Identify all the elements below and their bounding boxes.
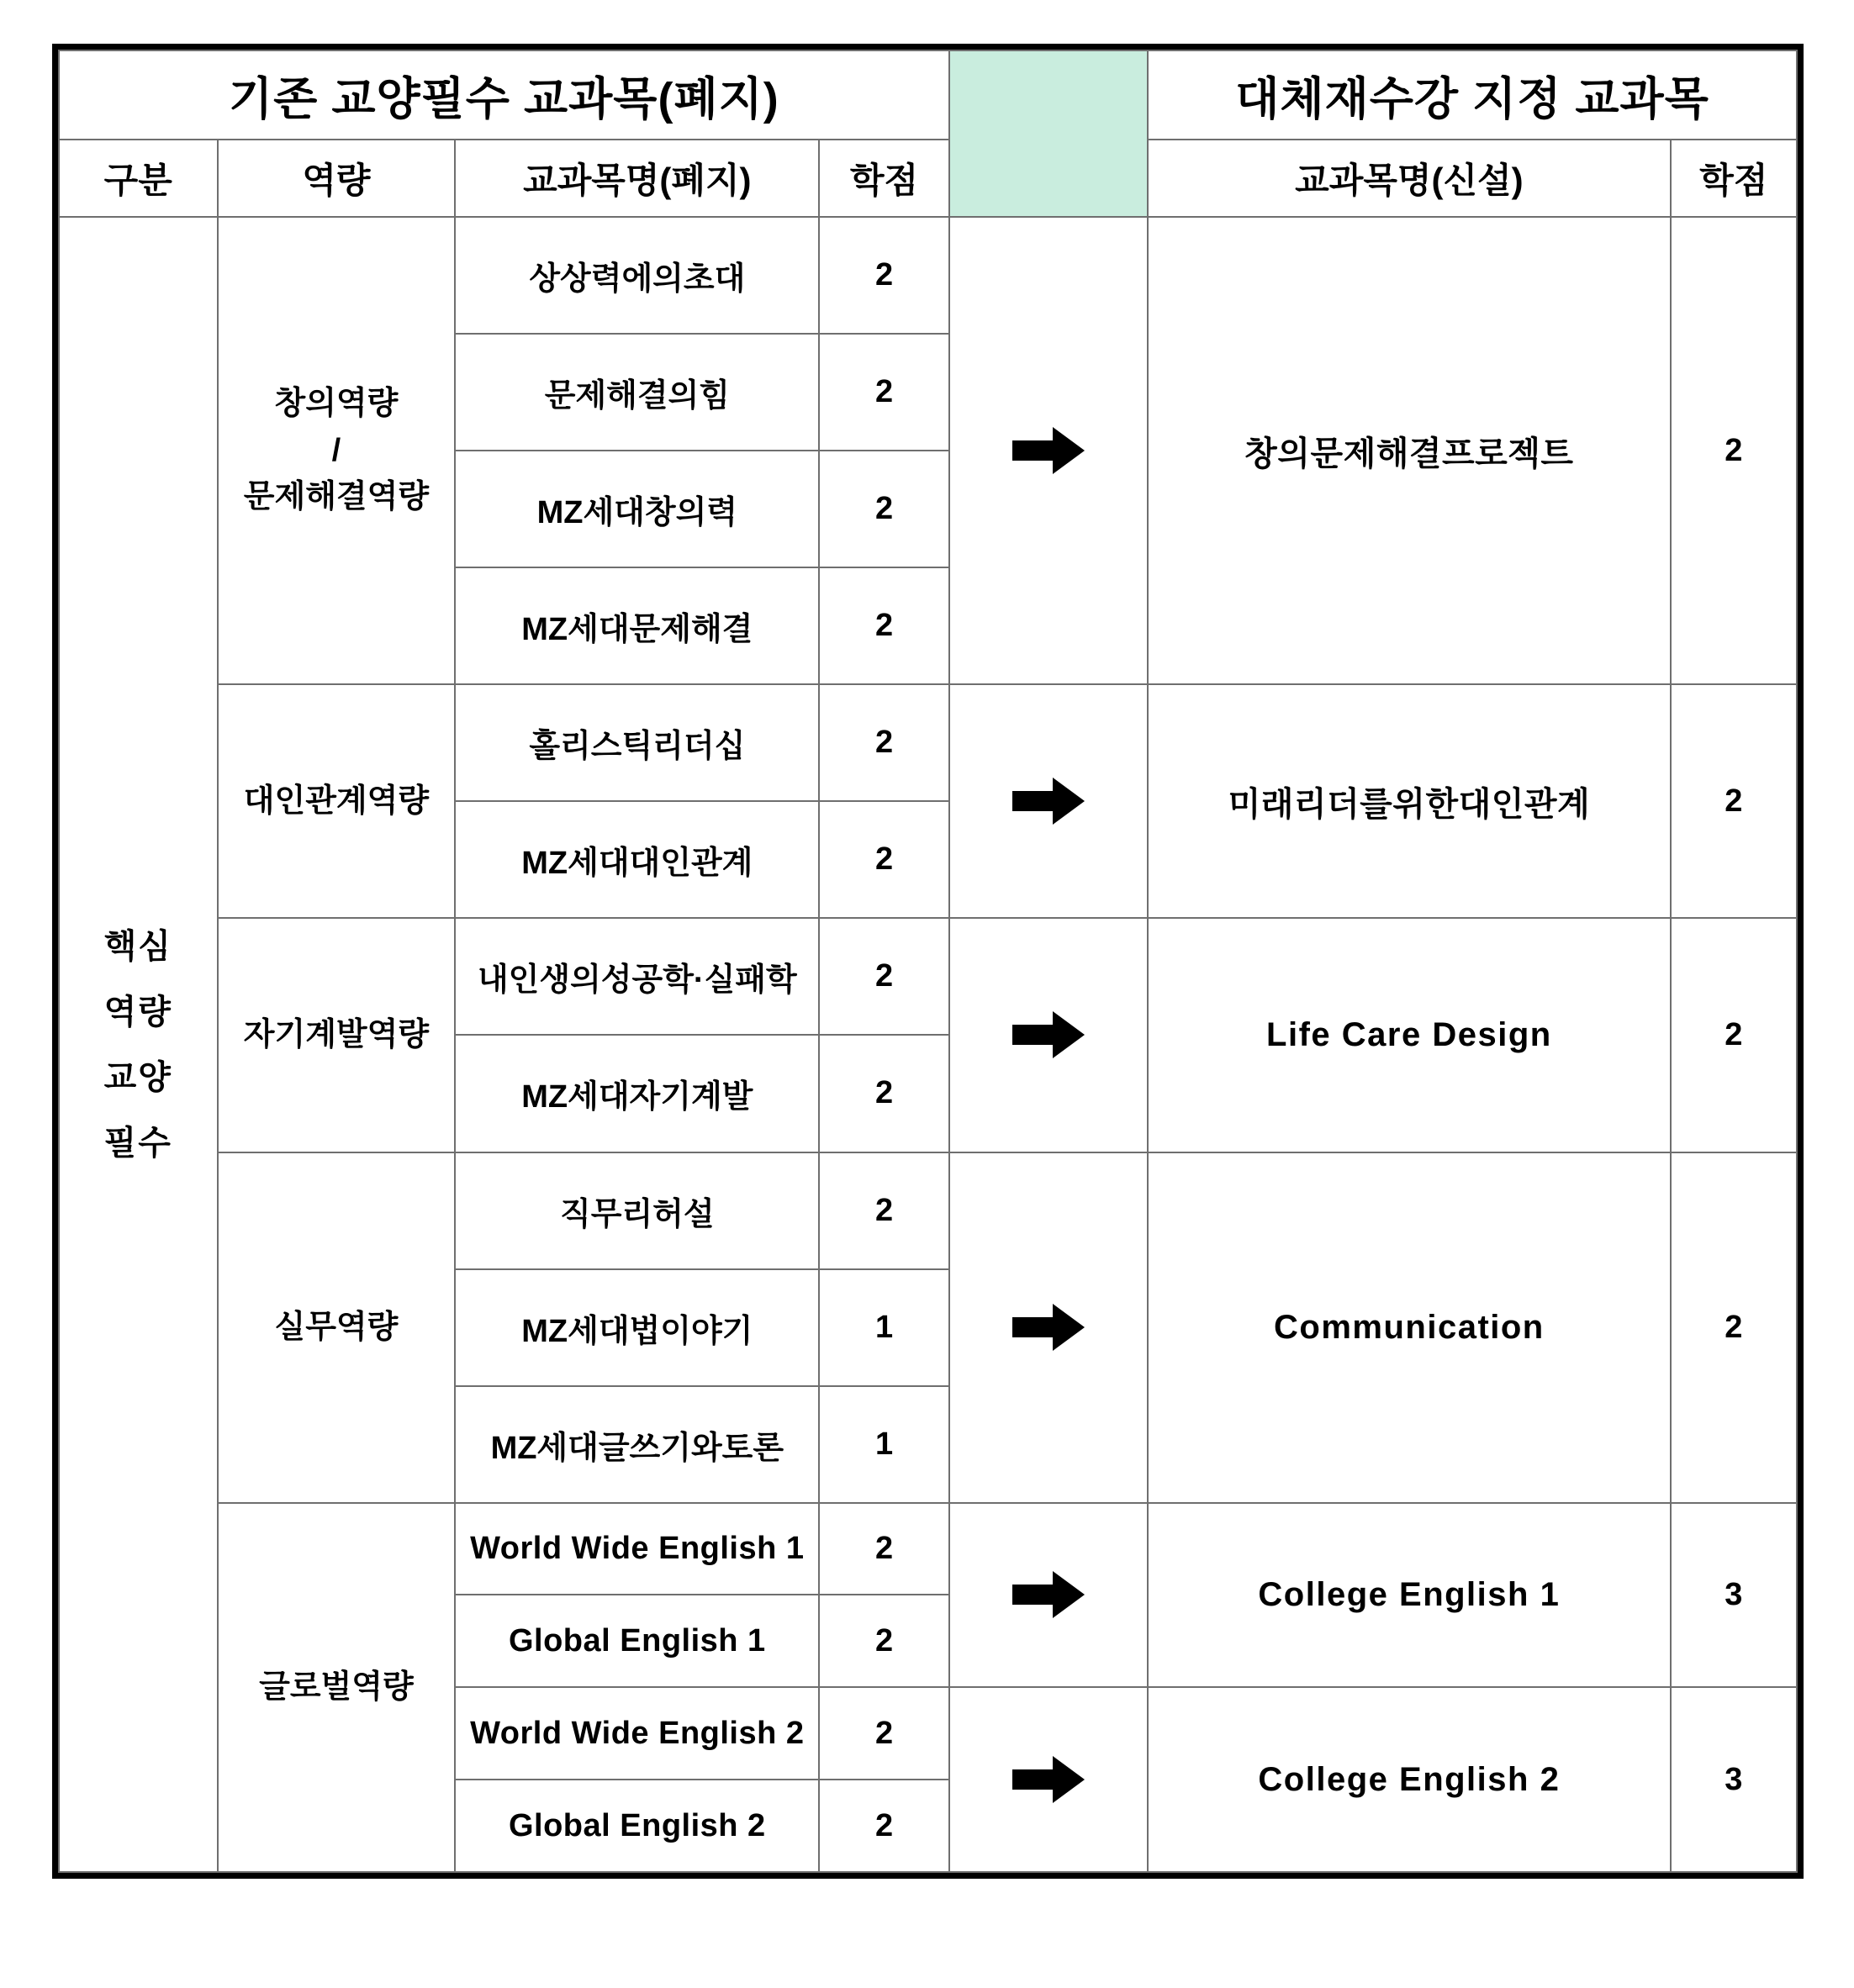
cell-old-course-name: Global English 1 <box>455 1595 819 1687</box>
gubun-line: 역량 <box>103 993 172 1031</box>
cell-old-course-credit: 2 <box>819 217 948 334</box>
course-substitution-table <box>52 44 1804 1879</box>
cell-competency <box>218 1503 456 1872</box>
right-arrow-icon <box>1012 778 1085 825</box>
cell-old-course-name: World Wide English 2 <box>455 1687 819 1780</box>
cell-old-course-name: MZ세대글쓰기와토론 <box>455 1386 819 1503</box>
cell-old-course-credit: 2 <box>819 684 948 801</box>
cell-competency <box>218 217 456 684</box>
header-gap-cell <box>949 50 1148 140</box>
table-row <box>59 1503 1797 1595</box>
cell-old-course-credit: 1 <box>819 1269 948 1386</box>
cell-old-course-credit: 2 <box>819 918 948 1035</box>
table-row <box>59 217 1797 334</box>
cell-old-course-credit: 2 <box>819 801 948 918</box>
right-arrow-icon <box>1012 1011 1085 1058</box>
cell-new-course-credit: 3 <box>1671 1687 1797 1872</box>
cell-competency <box>218 1152 456 1503</box>
cell-old-course-name: MZ세대창의력 <box>455 451 819 567</box>
cell-old-course-name: MZ세대자기계발 <box>455 1035 819 1152</box>
cell-substitution-arrow <box>949 918 1148 1152</box>
cell-new-course-credit: 3 <box>1671 1503 1797 1688</box>
cell-new-course-name: Life Care Design <box>1148 918 1671 1152</box>
cell-old-course-name: Global English 2 <box>455 1780 819 1872</box>
table-body <box>59 217 1797 1872</box>
cell-gubun <box>59 217 218 1872</box>
cell-new-course-credit: 2 <box>1671 684 1797 918</box>
cell-old-course-name: MZ세대법이야기 <box>455 1269 819 1386</box>
cell-new-course-credit: 2 <box>1671 918 1797 1152</box>
cell-new-course-name: College English 2 <box>1148 1687 1671 1872</box>
cell-old-course-name: 직무리허설 <box>455 1152 819 1269</box>
cell-substitution-arrow <box>949 684 1148 918</box>
gubun-line: 핵심 <box>103 927 172 965</box>
cell-old-course-credit: 2 <box>819 1780 948 1872</box>
competency-line: 대인관계역량 <box>243 783 430 819</box>
cell-substitution-arrow <box>949 1503 1148 1688</box>
column-header-gubun: 구분 <box>59 140 218 217</box>
cell-old-course-name: World Wide English 1 <box>455 1503 819 1595</box>
table-row <box>59 918 1797 1035</box>
cell-old-course-name: MZ세대대인관계 <box>455 801 819 918</box>
cell-competency <box>218 918 456 1152</box>
competency-line: 글로벌역량 <box>259 1669 414 1705</box>
cell-old-course-credit: 2 <box>819 567 948 684</box>
gubun-line: 교양 <box>103 1058 172 1096</box>
column-header-old-credit: 학점 <box>819 140 948 217</box>
header-left-group-title: 기존 교양필수 교과목(폐지) <box>59 50 949 140</box>
competency-line: 자기계발역량 <box>243 1016 430 1052</box>
cell-old-course-name: 내인생의성공학·실패학 <box>455 918 819 1035</box>
cell-substitution-arrow <box>949 217 1148 684</box>
column-header-old-course: 교과목명(폐지) <box>455 140 819 217</box>
cell-old-course-credit: 2 <box>819 1035 948 1152</box>
header-right-group-title: 대체재수강 지정 교과목 <box>1148 50 1797 140</box>
cell-new-course-credit: 2 <box>1671 1152 1797 1503</box>
right-arrow-icon <box>1012 1571 1085 1618</box>
cell-old-course-name: 상상력에의초대 <box>455 217 819 334</box>
cell-new-course-name: 미래리더를위한대인관계 <box>1148 684 1671 918</box>
cell-new-course-name: 창의문제해결프로젝트 <box>1148 217 1671 684</box>
right-arrow-icon <box>1012 427 1085 474</box>
cell-new-course-credit: 2 <box>1671 217 1797 684</box>
cell-substitution-arrow <box>949 1152 1148 1503</box>
table-row <box>59 684 1797 801</box>
competency-line: / <box>331 432 341 468</box>
competency-line: 창의역량 <box>274 386 399 422</box>
cell-old-course-name: 문제해결의힘 <box>455 334 819 451</box>
column-header-new-course: 교과목명(신설) <box>1148 140 1671 217</box>
table-row <box>59 1152 1797 1269</box>
competency-line: 문제해결역량 <box>243 478 430 514</box>
cell-old-course-credit: 2 <box>819 1503 948 1595</box>
cell-old-course-name: 홀리스틱리더십 <box>455 684 819 801</box>
cell-old-course-name: MZ세대문제해결 <box>455 567 819 684</box>
column-header-competency: 역량 <box>218 140 456 217</box>
cell-new-course-name: Communication <box>1148 1152 1671 1503</box>
gubun-line: 필수 <box>103 1124 172 1162</box>
cell-competency <box>218 684 456 918</box>
table-header-column-row <box>59 140 1797 217</box>
cell-old-course-credit: 2 <box>819 1595 948 1687</box>
cell-old-course-credit: 2 <box>819 451 948 567</box>
competency-line: 실무역량 <box>274 1309 399 1345</box>
table <box>58 50 1798 1873</box>
cell-new-course-name: College English 1 <box>1148 1503 1671 1688</box>
right-arrow-icon <box>1012 1756 1085 1803</box>
column-header-new-credit: 학점 <box>1671 140 1797 217</box>
cell-old-course-credit: 2 <box>819 1152 948 1269</box>
cell-substitution-arrow <box>949 1687 1148 1872</box>
right-arrow-icon <box>1012 1304 1085 1351</box>
header-gap-cell-2 <box>949 140 1148 217</box>
cell-old-course-credit: 2 <box>819 334 948 451</box>
cell-old-course-credit: 2 <box>819 1687 948 1780</box>
table-header-group-row <box>59 50 1797 140</box>
cell-old-course-credit: 1 <box>819 1386 948 1503</box>
